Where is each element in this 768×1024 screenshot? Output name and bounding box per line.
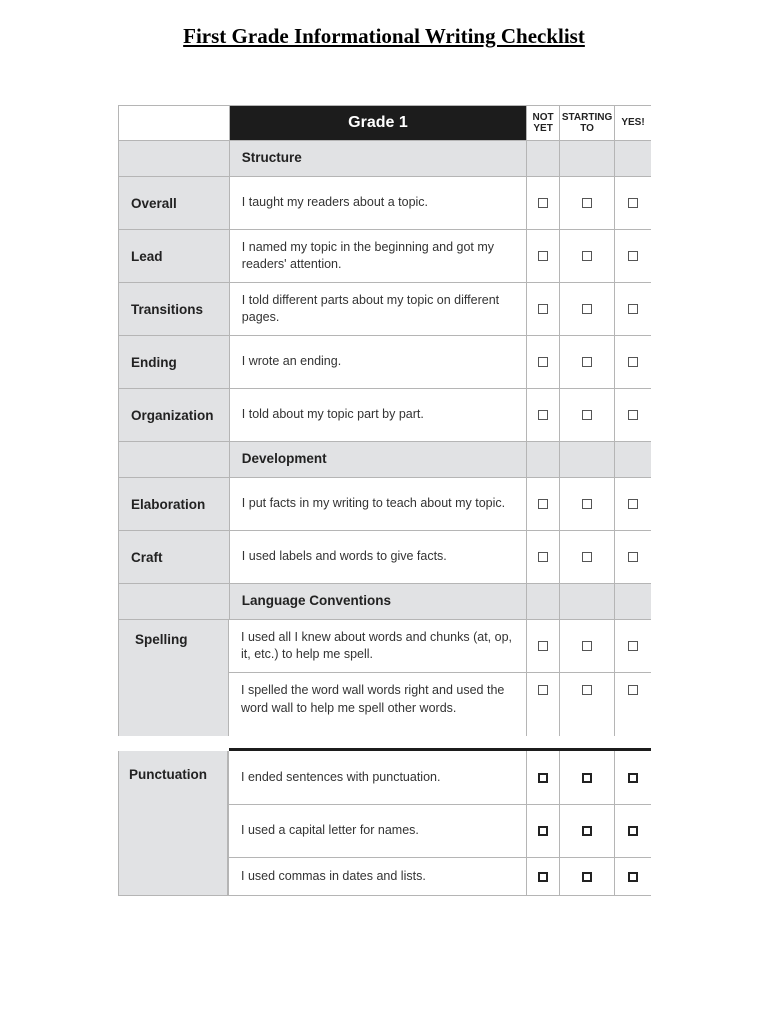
column-yes: YES! [621,117,645,129]
starting-to-cell [560,230,615,282]
table-row [118,230,651,283]
not-yet-cell [527,336,560,388]
starting-to-cell [560,620,615,672]
yes-cell [615,751,651,804]
not-yet-checkbox[interactable] [538,357,548,367]
row-category: Transitions [119,283,230,335]
yes-checkbox[interactable] [628,304,638,314]
section-blank [527,141,560,176]
section-blank [527,442,560,477]
starting-to-cell [560,751,615,804]
starting-to-cell [560,805,615,857]
yes-checkbox[interactable] [628,552,638,562]
yes-checkbox[interactable] [628,410,638,420]
not-yet-checkbox[interactable] [538,552,548,562]
starting-to-checkbox[interactable] [582,826,592,836]
starting-to-checkbox[interactable] [582,499,592,509]
row-description: I taught my readers about a topic. [230,177,527,229]
spelling-group [118,620,651,736]
not-yet-checkbox[interactable] [538,304,548,314]
starting-to-checkbox[interactable] [582,357,592,367]
not-yet-checkbox[interactable] [538,410,548,420]
yes-checkbox[interactable] [628,499,638,509]
row-description: I ended sentences with punctuation. [229,751,527,804]
starting-to-cell [560,673,615,736]
yes-checkbox[interactable] [628,198,638,208]
not-yet-cell [527,230,560,282]
row-category: Punctuation [119,751,228,895]
table-row [118,336,651,389]
table-row [228,805,651,858]
row-description: I put facts in my writing to teach about my topic. [230,478,527,530]
row-description: I used labels and words to give facts. [230,531,527,583]
section-heading: Development [230,442,527,477]
not-yet-checkbox[interactable] [538,641,548,651]
table-row [229,620,651,673]
starting-to-checkbox[interactable] [582,198,592,208]
checklist-table [118,105,651,736]
yes-cell [615,230,651,282]
table-row [118,283,651,336]
section-blank [527,584,560,619]
row-description: I told about my topic part by part. [230,389,527,441]
starting-to-cell [560,336,615,388]
section-blank [615,584,651,619]
section-heading-row [118,584,651,620]
not-yet-checkbox[interactable] [538,872,548,882]
starting-to-cell [560,283,615,335]
row-description: I used commas in dates and lists. [229,858,527,895]
grade-label: Grade 1 [230,106,527,140]
table-row [118,389,651,442]
yes-cell [615,858,651,895]
table-header [118,105,651,141]
punctuation-group [118,751,651,896]
row-description: I used a capital letter for names. [229,805,527,857]
section-blank [615,442,651,477]
not-yet-cell [527,478,560,530]
row-category: Overall [119,177,230,229]
row-category: Lead [119,230,230,282]
starting-to-cell [560,177,615,229]
starting-to-checkbox[interactable] [582,685,592,695]
not-yet-checkbox[interactable] [538,826,548,836]
yes-checkbox[interactable] [628,357,638,367]
starting-to-cell [560,478,615,530]
yes-checkbox[interactable] [628,872,638,882]
yes-cell [615,177,651,229]
section-heading: Structure [230,141,527,176]
yes-checkbox[interactable] [628,251,638,261]
spelling-rows [229,620,651,736]
section-heading-row [118,141,651,177]
not-yet-cell [527,283,560,335]
row-category: Organization [119,389,230,441]
section-blank [119,584,230,619]
starting-to-cell [560,531,615,583]
yes-cell [615,805,651,857]
starting-to-checkbox[interactable] [582,410,592,420]
table-row [118,531,651,584]
starting-to-checkbox[interactable] [582,872,592,882]
yes-cell [615,283,651,335]
not-yet-checkbox[interactable] [538,251,548,261]
not-yet-cell [527,177,560,229]
yes-cell [615,389,651,441]
not-yet-cell [527,751,560,804]
section-blank [560,141,615,176]
column-starting-to: STARTING TO [560,106,615,140]
yes-checkbox[interactable] [628,641,638,651]
page-title: First Grade Informational Writing Checklist [183,24,585,48]
starting-to-checkbox[interactable] [582,641,592,651]
row-category: Craft [119,531,230,583]
section-blank [119,442,230,477]
row-category: Elaboration [119,478,230,530]
not-yet-checkbox[interactable] [538,685,548,695]
not-yet-checkbox[interactable] [538,773,548,783]
section-blank [615,141,651,176]
yes-checkbox[interactable] [628,773,638,783]
section-heading-row [118,442,651,478]
not-yet-cell [527,805,560,857]
yes-cell [615,336,651,388]
starting-to-checkbox[interactable] [582,251,592,261]
table-row [229,673,651,736]
table-row [118,177,651,230]
yes-cell [615,478,651,530]
checklist-table-continued [118,748,651,896]
not-yet-checkbox[interactable] [538,198,548,208]
not-yet-checkbox[interactable] [538,499,548,509]
starting-to-cell [560,858,615,895]
header-blank-cell [119,106,230,140]
yes-checkbox[interactable] [628,826,638,836]
row-description: I told different parts about my topic on different pages. [230,283,527,335]
not-yet-cell [527,673,560,736]
starting-to-checkbox[interactable] [582,552,592,562]
starting-to-checkbox[interactable] [582,773,592,783]
not-yet-cell [527,858,560,895]
row-category: Spelling [119,620,229,736]
starting-to-cell [560,389,615,441]
section-heading: Language Conventions [230,584,527,619]
yes-cell [615,531,651,583]
column-not-yet: NOT YET [527,106,560,140]
table-row [118,478,651,531]
starting-to-checkbox[interactable] [582,304,592,314]
row-description: I spelled the word wall words right and used the word wall to help me spell other words. [229,673,527,736]
row-category: Ending [119,336,230,388]
not-yet-cell [527,531,560,583]
row-description: I named my topic in the beginning and got my readers' attention. [230,230,527,282]
punctuation-rows [228,751,651,895]
table-row [228,751,651,805]
yes-checkbox[interactable] [628,685,638,695]
row-description: I used all I knew about words and chunks (at, op, it, etc.) to help me spell. [229,620,527,672]
not-yet-cell [527,389,560,441]
not-yet-cell [527,620,560,672]
section-blank [560,442,615,477]
row-description: I wrote an ending. [230,336,527,388]
yes-cell [615,620,651,672]
yes-cell [615,673,651,736]
section-blank [560,584,615,619]
table-row [228,858,651,895]
section-blank [119,141,230,176]
